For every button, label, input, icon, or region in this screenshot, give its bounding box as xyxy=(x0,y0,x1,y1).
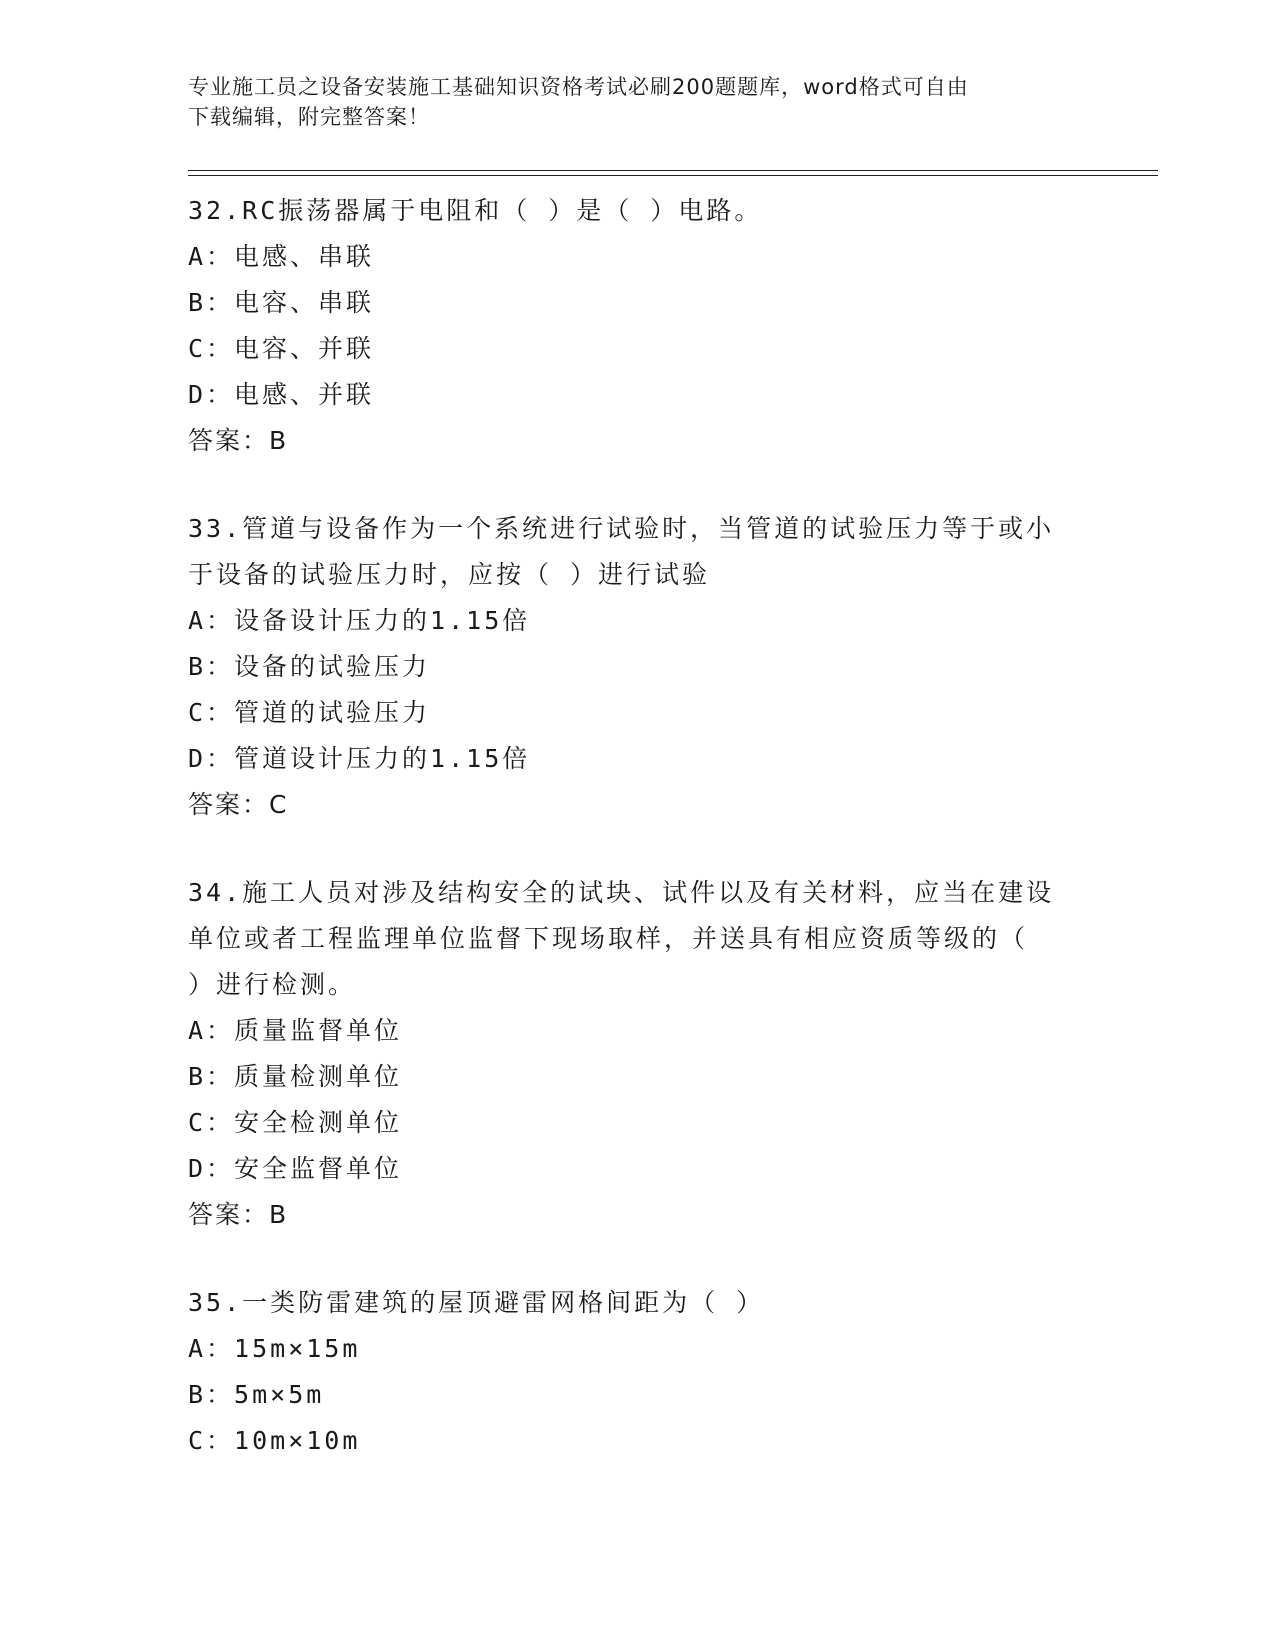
option-a: A：质量监督单位 xyxy=(188,1016,403,1045)
option-b: B：设备的试验压力 xyxy=(188,652,431,681)
option-c: C：10m×10m xyxy=(188,1426,361,1455)
question-stem: 35.一类防雷建筑的屋顶避雷网格间距为（ ） xyxy=(188,1288,765,1317)
option-a: A：设备设计压力的1.15倍 xyxy=(188,606,531,635)
option-a: A：15m×15m xyxy=(188,1334,361,1363)
option-b: B：质量检测单位 xyxy=(188,1062,403,1091)
question-34 xyxy=(188,870,1088,1238)
header-divider-bottom xyxy=(188,175,1158,176)
spacer xyxy=(188,464,1088,506)
question-35 xyxy=(188,1280,1088,1464)
answer: 答案：B xyxy=(188,426,289,455)
answer: 答案：C xyxy=(188,790,289,819)
option-d: D：电感、并联 xyxy=(188,380,375,409)
question-stem-continued: 于设备的试验压力时，应按（ ）进行试验 xyxy=(188,560,711,589)
option-c: C：电容、并联 xyxy=(188,334,375,363)
option-c: C：管道的试验压力 xyxy=(188,698,431,727)
question-33 xyxy=(188,506,1088,828)
option-d: D：管道设计压力的1.15倍 xyxy=(188,744,531,773)
option-c: C：安全检测单位 xyxy=(188,1108,403,1137)
question-stem: 32.RC振荡器属于电阻和（ ）是（ ）电路。 xyxy=(188,196,763,225)
spacer xyxy=(188,828,1088,870)
spacer xyxy=(188,1238,1088,1280)
option-a: A：电感、串联 xyxy=(188,242,375,271)
question-stem-continued: 单位或者工程监理单位监督下现场取样，并送具有相应资质等级的（ xyxy=(188,924,1029,953)
option-b: B：5m×5m xyxy=(188,1380,325,1409)
header-line-1: 专业施工员之设备安装施工基础知识资格考试必刷200题题库，word格式可自由 xyxy=(188,75,969,99)
header-line-2: 下载编辑，附完整答案！ xyxy=(188,105,430,129)
question-stem: 33.管道与设备作为一个系统进行试验时，当管道的试验压力等于或小 xyxy=(188,514,1055,543)
question-list xyxy=(188,188,1088,1464)
question-stem: 34.施工人员对涉及结构安全的试块、试件以及有关材料，应当在建设 xyxy=(188,878,1055,907)
question-32 xyxy=(188,188,1088,464)
option-d: D：安全监督单位 xyxy=(188,1154,403,1183)
question-stem-continued: ）进行检测。 xyxy=(188,970,357,999)
header-divider-top xyxy=(188,170,1158,171)
document-header xyxy=(188,72,1078,132)
option-b: B：电容、串联 xyxy=(188,288,375,317)
answer: 答案：B xyxy=(188,1200,289,1229)
